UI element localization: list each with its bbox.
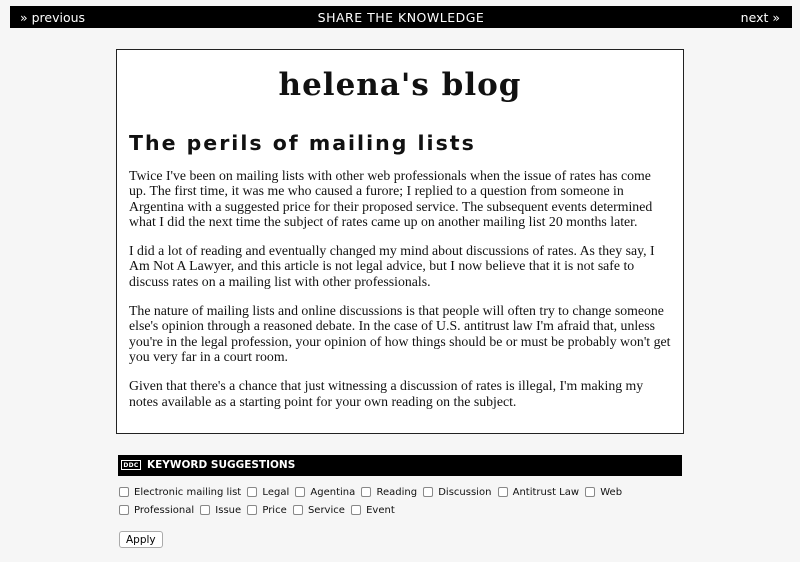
keyword-label: Legal (262, 486, 290, 498)
share-knowledge-title: SHARE THE KNOWLEDGE (317, 10, 485, 25)
next-link[interactable]: next » (740, 10, 780, 25)
blog-panel (116, 49, 684, 434)
keyword-label: Price (262, 504, 287, 516)
checkbox[interactable] (119, 487, 129, 497)
keyword-option[interactable] (585, 486, 622, 498)
checkbox[interactable] (119, 505, 129, 515)
keyword-suggestions-header (118, 455, 682, 476)
keyword-label: Web (600, 486, 623, 498)
keyword-option[interactable] (295, 486, 355, 498)
keyword-option[interactable] (247, 486, 289, 498)
keyword-option[interactable] (200, 504, 241, 516)
post-paragraph: The nature of mailing lists and online discussions is that people will often try to change someone else's opinion through a reasoned debate. In the case of U.S. antitrust law I'm afraid that, unless you're in the legal profession, your opinion of how things should be or must be probably won't get you very far in a court room. (129, 303, 671, 364)
checkbox[interactable] (498, 487, 508, 497)
blog-title: helena's blog (278, 67, 522, 103)
top-nav-bar (10, 6, 792, 28)
checkbox[interactable] (247, 505, 257, 515)
keyword-checkbox-list (119, 486, 679, 522)
keyword-option[interactable] (351, 504, 395, 516)
keyword-label: Agentina (310, 486, 356, 498)
checkbox[interactable] (247, 487, 257, 497)
checkbox[interactable] (585, 487, 595, 497)
keyword-option[interactable] (119, 504, 194, 516)
checkbox[interactable] (361, 487, 371, 497)
post-paragraph: I did a lot of reading and eventually changed my mind about discussions of rates. As they say, I Am Not A Lawyer, and this article is not legal advice, but I now believe that it is not safe to discuss rates on a mailing list with other professionals. (129, 243, 655, 289)
post-title: The perils of mailing lists (129, 131, 476, 155)
keyword-option[interactable] (361, 486, 417, 498)
checkbox[interactable] (295, 487, 305, 497)
keyword-option[interactable] (498, 486, 579, 498)
keyword-label: Event (366, 504, 395, 516)
previous-link[interactable]: » previous (20, 10, 86, 25)
apply-button[interactable]: Apply (119, 531, 163, 548)
keyword-label: Service (307, 504, 345, 516)
keyword-label: Antitrust Law (512, 486, 580, 498)
keyword-label: Issue (215, 504, 242, 516)
post-body (129, 168, 671, 409)
checkbox[interactable] (293, 505, 303, 515)
post-paragraph: Given that there's a chance that just witnessing a discussion of rates is illegal, I'm making my notes available as a starting point for your own reading on the subject. (129, 378, 644, 409)
keyword-label: Reading (376, 486, 418, 498)
keyword-option[interactable] (293, 504, 345, 516)
keyword-label: Discussion (438, 486, 492, 498)
checkbox[interactable] (200, 505, 210, 515)
checkbox[interactable] (423, 487, 433, 497)
keyword-label: Professional (134, 504, 195, 516)
keyword-option[interactable] (247, 504, 286, 516)
post-paragraph: Twice I've been on mailing lists with other web professionals when the issue of rates has come up. The first time, it was me who caused a furore; I replied to a question from someone in Argentina with a suggested price for their proposed service. The subsequent events determined what I did the next time the subject of rates came up on another mailing list 20 months later. (129, 168, 653, 229)
keyword-label: Electronic mailing list (134, 486, 242, 498)
keyword-suggestions-label: KEYWORD SUGGESTIONS (147, 459, 296, 471)
keyword-option[interactable] (423, 486, 491, 498)
checkbox[interactable] (351, 505, 361, 515)
ddc-logo-icon: DDC (121, 460, 141, 470)
keyword-option[interactable] (119, 486, 241, 498)
